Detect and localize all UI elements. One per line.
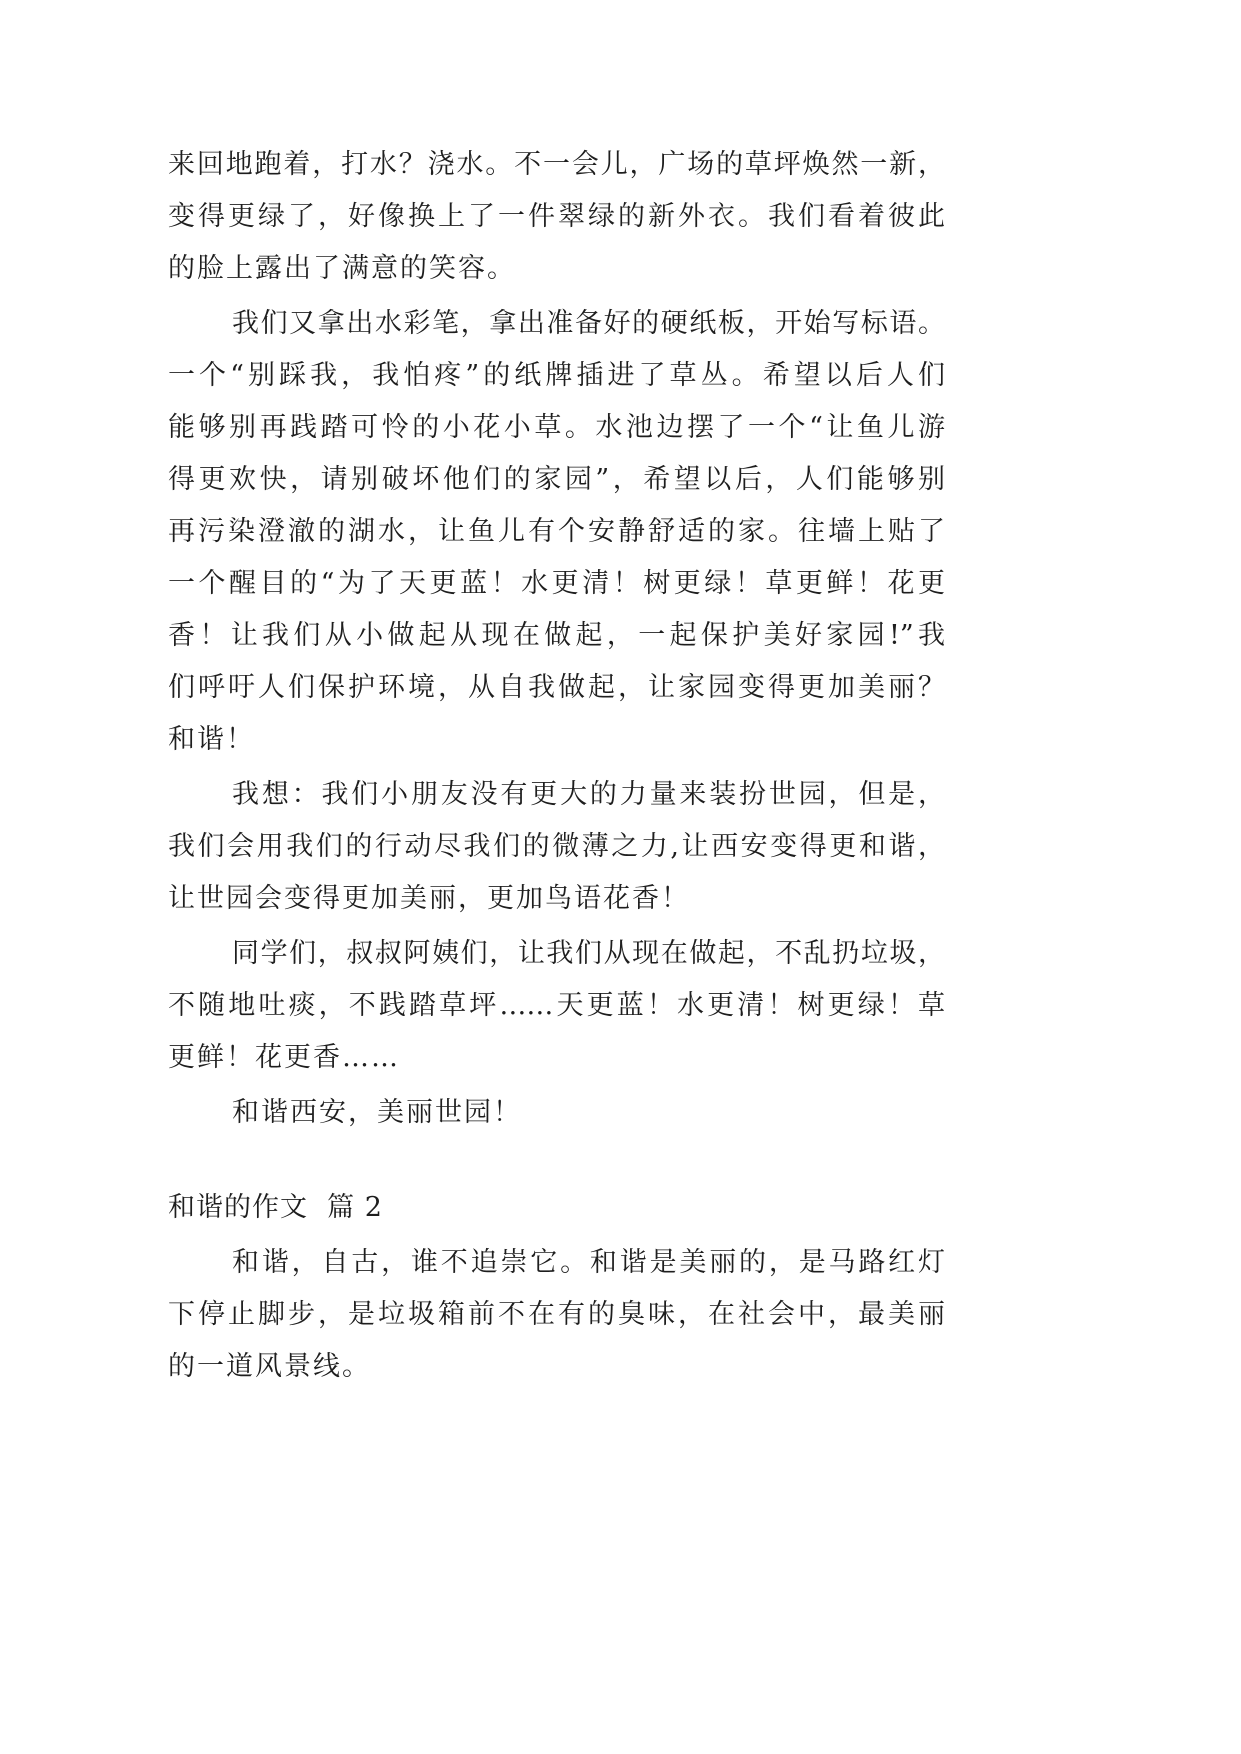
- text-line: 香！让我们从小做起从现在做起，一起保护美好家园!”我: [168, 620, 945, 651]
- text-line: 让世园会变得更加美丽，更加鸟语花香！: [168, 883, 690, 914]
- text-line: 我们又拿出水彩笔，拿出准备好的硬纸板，开始写标语。: [232, 308, 945, 339]
- text-line: 下停止脚步，是垃圾箱前不在有的臭味，在社会中，最美丽: [168, 1299, 945, 1330]
- paragraph: [168, 928, 945, 1084]
- paragraph: [168, 769, 945, 925]
- text-line: 能够别再践踏可怜的小花小草。水池边摆了一个“让鱼儿游: [168, 412, 945, 443]
- text-line: 我们会用我们的行动尽我们的微薄之力,让西安变得更和谐，: [168, 831, 945, 862]
- text-line: 更鲜！花更香……: [168, 1042, 400, 1073]
- text-line: 我想：我们小朋友没有更大的力量来装扮世园，但是，: [232, 779, 945, 810]
- document-page: [168, 139, 945, 1396]
- text-line: 的一道风景线。: [168, 1351, 371, 1382]
- text-line: 和谐西安，美丽世园！: [232, 1097, 522, 1128]
- section-heading: 和谐的作文 篇 2: [168, 1192, 383, 1223]
- paragraph: [168, 139, 945, 295]
- text-line: 一个“别踩我，我怕疼”的纸牌插进了草丛。希望以后人们: [168, 360, 945, 391]
- paragraph: [168, 1237, 945, 1393]
- text-line: 的脸上露出了满意的笑容。: [168, 253, 516, 284]
- text-line: 来回地跑着，打水？浇水。不一会儿，广场的草坪焕然一新，: [168, 149, 945, 180]
- text-line: 变得更绿了，好像换上了一件翠绿的新外衣。我们看着彼此: [168, 201, 945, 232]
- text-line: 不随地吐痰，不践踏草坪……天更蓝！水更清！树更绿！草: [168, 990, 945, 1021]
- text-line: 和谐！: [168, 724, 255, 755]
- text-line: 们呼吁人们保护环境，从自我做起，让家园变得更加美丽？: [168, 672, 945, 703]
- text-line: 同学们，叔叔阿姨们，让我们从现在做起，不乱扔垃圾，: [232, 938, 945, 969]
- text-line: 和谐，自古，谁不追崇它。和谐是美丽的，是马路红灯: [232, 1247, 945, 1278]
- paragraph: [168, 1087, 945, 1139]
- text-line: 得更欢快，请别破坏他们的家园”，希望以后，人们能够别: [168, 464, 945, 495]
- text-line: 再污染澄澈的湖水，让鱼儿有个安静舒适的家。往墙上贴了: [168, 516, 945, 547]
- paragraph: [168, 298, 945, 766]
- text-line: 一个醒目的“为了天更蓝！水更清！树更绿！草更鲜！花更: [168, 568, 945, 599]
